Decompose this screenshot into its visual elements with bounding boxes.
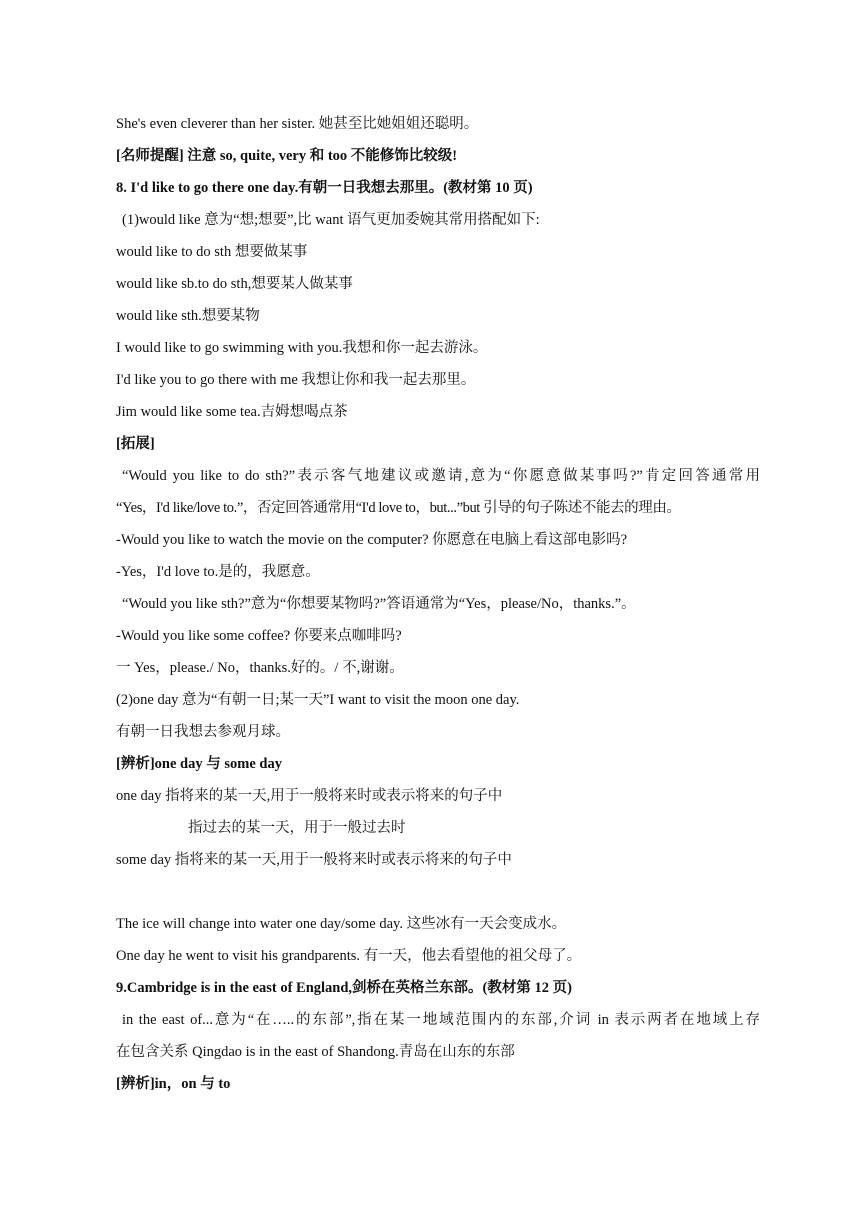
text-line: one day 指将来的某一天,用于一般将来时或表示将来的句子中 [116,788,503,804]
text-line: some day 指将来的某一天,用于一般将来时或表示将来的句子中 [116,852,512,868]
section-heading: 9.Cambridge is in the east of England,剑桥在英格兰东部。(教材第 12 页) [116,980,572,996]
text-line: “Would you like to do sth?”表示客气地建议或邀请,意为“你愿意做某事吗?”肯定回答通常用 [122,468,760,484]
text-line: I'd like you to go there with me 我想让你和我一起去那里。 [116,372,476,388]
text-line: in the east of...意为“在…..的东部”,指在某一地域范围内的东部,介词 in 表示两者在地域上存 [122,1012,760,1028]
text-line: 指过去的某一天，用于一般过去时 [188,820,406,836]
text-line: “Yes，I'd like/love to.”，否定回答通常用“I'd love to，but...”but 引导的句子陈述不能去的理由。 [116,500,681,516]
text-line: Jim would like some tea.吉姆想喝点茶 [116,404,348,420]
section-heading: 8. I'd like to go there one day.有朝一日我想去那里。(教材第 10 页) [116,180,533,196]
text-line: (1)would like 意为“想;想要”,比 want 语气更加委婉其常用搭配如下: [122,212,540,228]
text-line: 一 Yes，please./ No，thanks.好的。/ 不,谢谢。 [116,660,404,676]
text-line: would like to do sth 想要做某事 [116,244,308,260]
subheading: [辨析]in，on 与 to [116,1076,231,1092]
text-line: One day he went to visit his grandparents. 有一天，他去看望他的祖父母了。 [116,948,582,964]
text-line: She's even cleverer than her sister. 她甚至比她姐姐还聪明。 [116,116,479,132]
subheading: [拓展] [116,436,155,452]
text-line: -Yes，I'd love to.是的，我愿意。 [116,564,320,580]
text-line: I would like to go swimming with you.我想和你一起去游泳。 [116,340,488,356]
subheading: [辨析]one day 与 some day [116,756,282,772]
text-line: 在包含关系 Qingdao is in the east of Shandong.青岛在山东的东部 [116,1044,515,1060]
text-line: The ice will change into water one day/some day. 这些冰有一天会变成水。 [116,916,567,932]
tip-line: [名师提醒] 注意 so, quite, very 和 too 不能修饰比较级! [116,148,458,164]
text-line: “Would you like sth?”意为“你想要某物吗?”答语通常为“Yes，please/No，thanks.”。 [122,596,636,612]
text-line: (2)one day 意为“有朝一日;某一天”I want to visit the moon one day. [116,692,520,708]
text-line: -Would you like some coffee? 你要来点咖啡吗? [116,628,402,644]
text-line: would like sth.想要某物 [116,308,260,324]
text-line: 有朝一日我想去参观月球。 [116,724,290,740]
text-line: -Would you like to watch the movie on the computer? 你愿意在电脑上看这部电影吗? [116,532,628,548]
text-line: would like sb.to do sth,想要某人做某事 [116,276,353,292]
